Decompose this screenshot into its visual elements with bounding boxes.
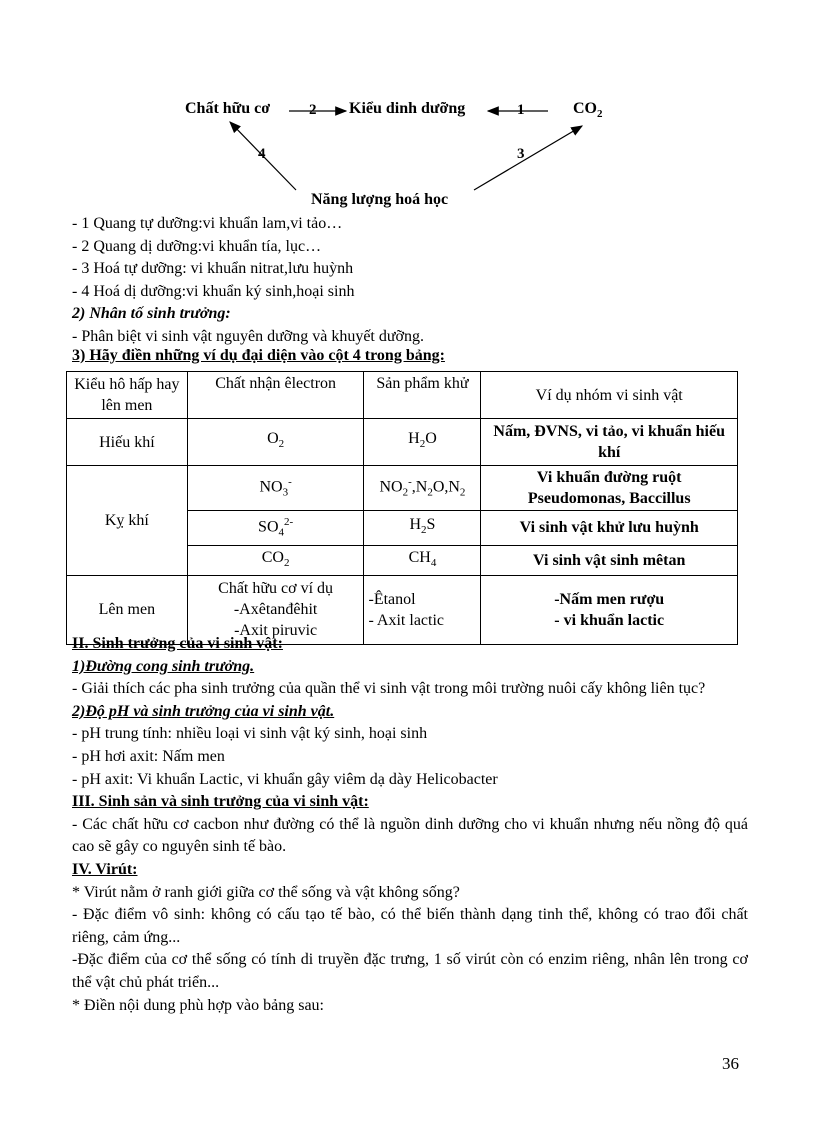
table-heading: 3) Hãy điền những ví dụ đại diện vào cột 4 trong bảng: [72,346,445,364]
node-energy: Năng lượng hoá học [311,191,449,208]
node-organic: Chất hữu cơ [185,100,271,117]
section-4-question: * Virút nằm ở ranh giới giữa cơ thể sống và vật không sống? [72,883,460,901]
header-cell: Chất nhận êlectron [187,372,364,419]
nutrition-type-2: - 2 Quang dị dưỡng:vi khuẩn tía, lục… [72,237,322,255]
product-cell: $H_2O$ [364,419,481,466]
section-2-heading: II. Sinh trưởng của vi sinh vật: [72,635,283,652]
header-cell: Kiểu hô hấp hay lên men [67,372,188,419]
nutrition-diagram [0,0,816,215]
acceptor-cell: $O_2$ [187,419,364,466]
example-cell: Vi sinh vật sinh mêtan [481,545,738,575]
header-cell: Sản phẩm khử [364,372,481,419]
section-2-sub1: 1)Đường cong sinh trưởng. [72,657,255,675]
upper-text [72,213,748,367]
type-cell: Hiếu khí [67,419,188,466]
table-row [67,466,738,511]
section-3-text: - Các chất hữu cơ cacbon như đường có thể là nguồn dinh dưỡng cho vi khuẩn nhưng nếu nồng độ quá cao sẽ gây co nguyên sinh tế bào. [72,815,748,856]
type-cell: Lên men [67,575,188,644]
acceptor-cell: $CO_2$ [187,545,364,575]
product-cell: -Êtanol - Axit lactic [364,575,481,644]
section-2-sub2: 2)Độ pH và sinh trưởng của vi sinh vật. [72,702,335,720]
example-cell: Nấm, ĐVNS, vi tảo, vi khuẩn hiếu khí [481,419,738,466]
nutrition-type-1: - 1 Quang tự dưỡng:vi khuẩn lam,vi tảo… [72,215,343,232]
edge-label-4: 4 [258,146,266,162]
type-cell: Kỵ khí [67,466,188,576]
lower-text [72,633,748,1017]
arrow-3 [474,126,582,190]
respiration-table [66,371,738,645]
acceptor-cell: $SO_4^{2-}$ [187,511,364,546]
section-3-heading: III. Sinh sản và sinh trưởng của vi sinh vật: [72,793,369,811]
edge-label-1: 1 [517,102,525,118]
page-number: 36 [722,1054,739,1073]
example-cell: Vi sinh vật khử lưu huỳnh [481,511,738,546]
section-4-p1: - Đặc điểm vô sinh: không có cấu tạo tế bào, có thể biến thành dạng tinh thể, không có trao đổi chất riêng, cảm ứng... [72,906,748,946]
edge-label-2: 2 [309,102,317,118]
table-header-row [67,372,738,419]
table-row [67,419,738,466]
section-4-heading: IV. Virút: [72,860,138,878]
section-4-p2: -Đặc điểm của cơ thể sống có tính di truyền đặc trưng, 1 số virút còn có enzim riêng, nhân lên trong cơ thể vật chủ phát triển... [72,951,748,991]
nutrition-type-4: - 4 Hoá dị dưỡng:vi khuẩn ký sinh,hoại sinh [72,282,355,300]
acceptor-cell: $NO_3^-$ [187,466,364,511]
ph-item-2: - pH hơi axit: Nấm men [72,747,225,765]
section-4-fill: * Điền nội dung phù hợp vào bảng sau: [72,996,324,1014]
acceptor-cell: Chất hữu cơ ví dụ -Axêtanđêhit -Axit piruvic [187,575,364,644]
example-cell: Vi khuẩn đường ruột Pseudomonas, Baccillus [481,466,738,511]
node-co2: $CO_2$ [573,100,603,121]
product-cell: $CH_4$ [364,545,481,575]
ph-item-3: - pH axit: Vi khuẩn Lactic, vi khuẩn gây viêm dạ dày Helicobacter [72,770,498,788]
growth-factors-item: - Phân biệt vi sinh vật nguyên dưỡng và khuyết dưỡng. [72,327,424,345]
node-nutrition: Kiểu dinh dưỡng [349,100,466,117]
ph-item-1: - pH trung tính: nhiều loại vi sinh vật ký sinh, hoại sinh [72,725,428,743]
growth-factors-heading: 2) Nhân tố sinh trưởng: [72,305,231,323]
product-cell: $H_2S$ [364,511,481,546]
nutrition-type-3: - 3 Hoá tự dưỡng: vi khuẩn nitrat,lưu huỳnh [72,260,354,278]
header-cell: Ví dụ nhóm vi sinh vật [481,372,738,419]
example-cell: -Nấm men rượu - vi khuẩn lactic [481,575,738,644]
edge-label-3: 3 [517,146,525,162]
section-2-sub1-text: - Giải thích các pha sinh trưởng của quần thể vi sinh vật trong môi trường nuôi cấy không liên tục? [72,680,706,698]
product-cell: $NO_2^-,N_2O,N_2$ [364,466,481,511]
